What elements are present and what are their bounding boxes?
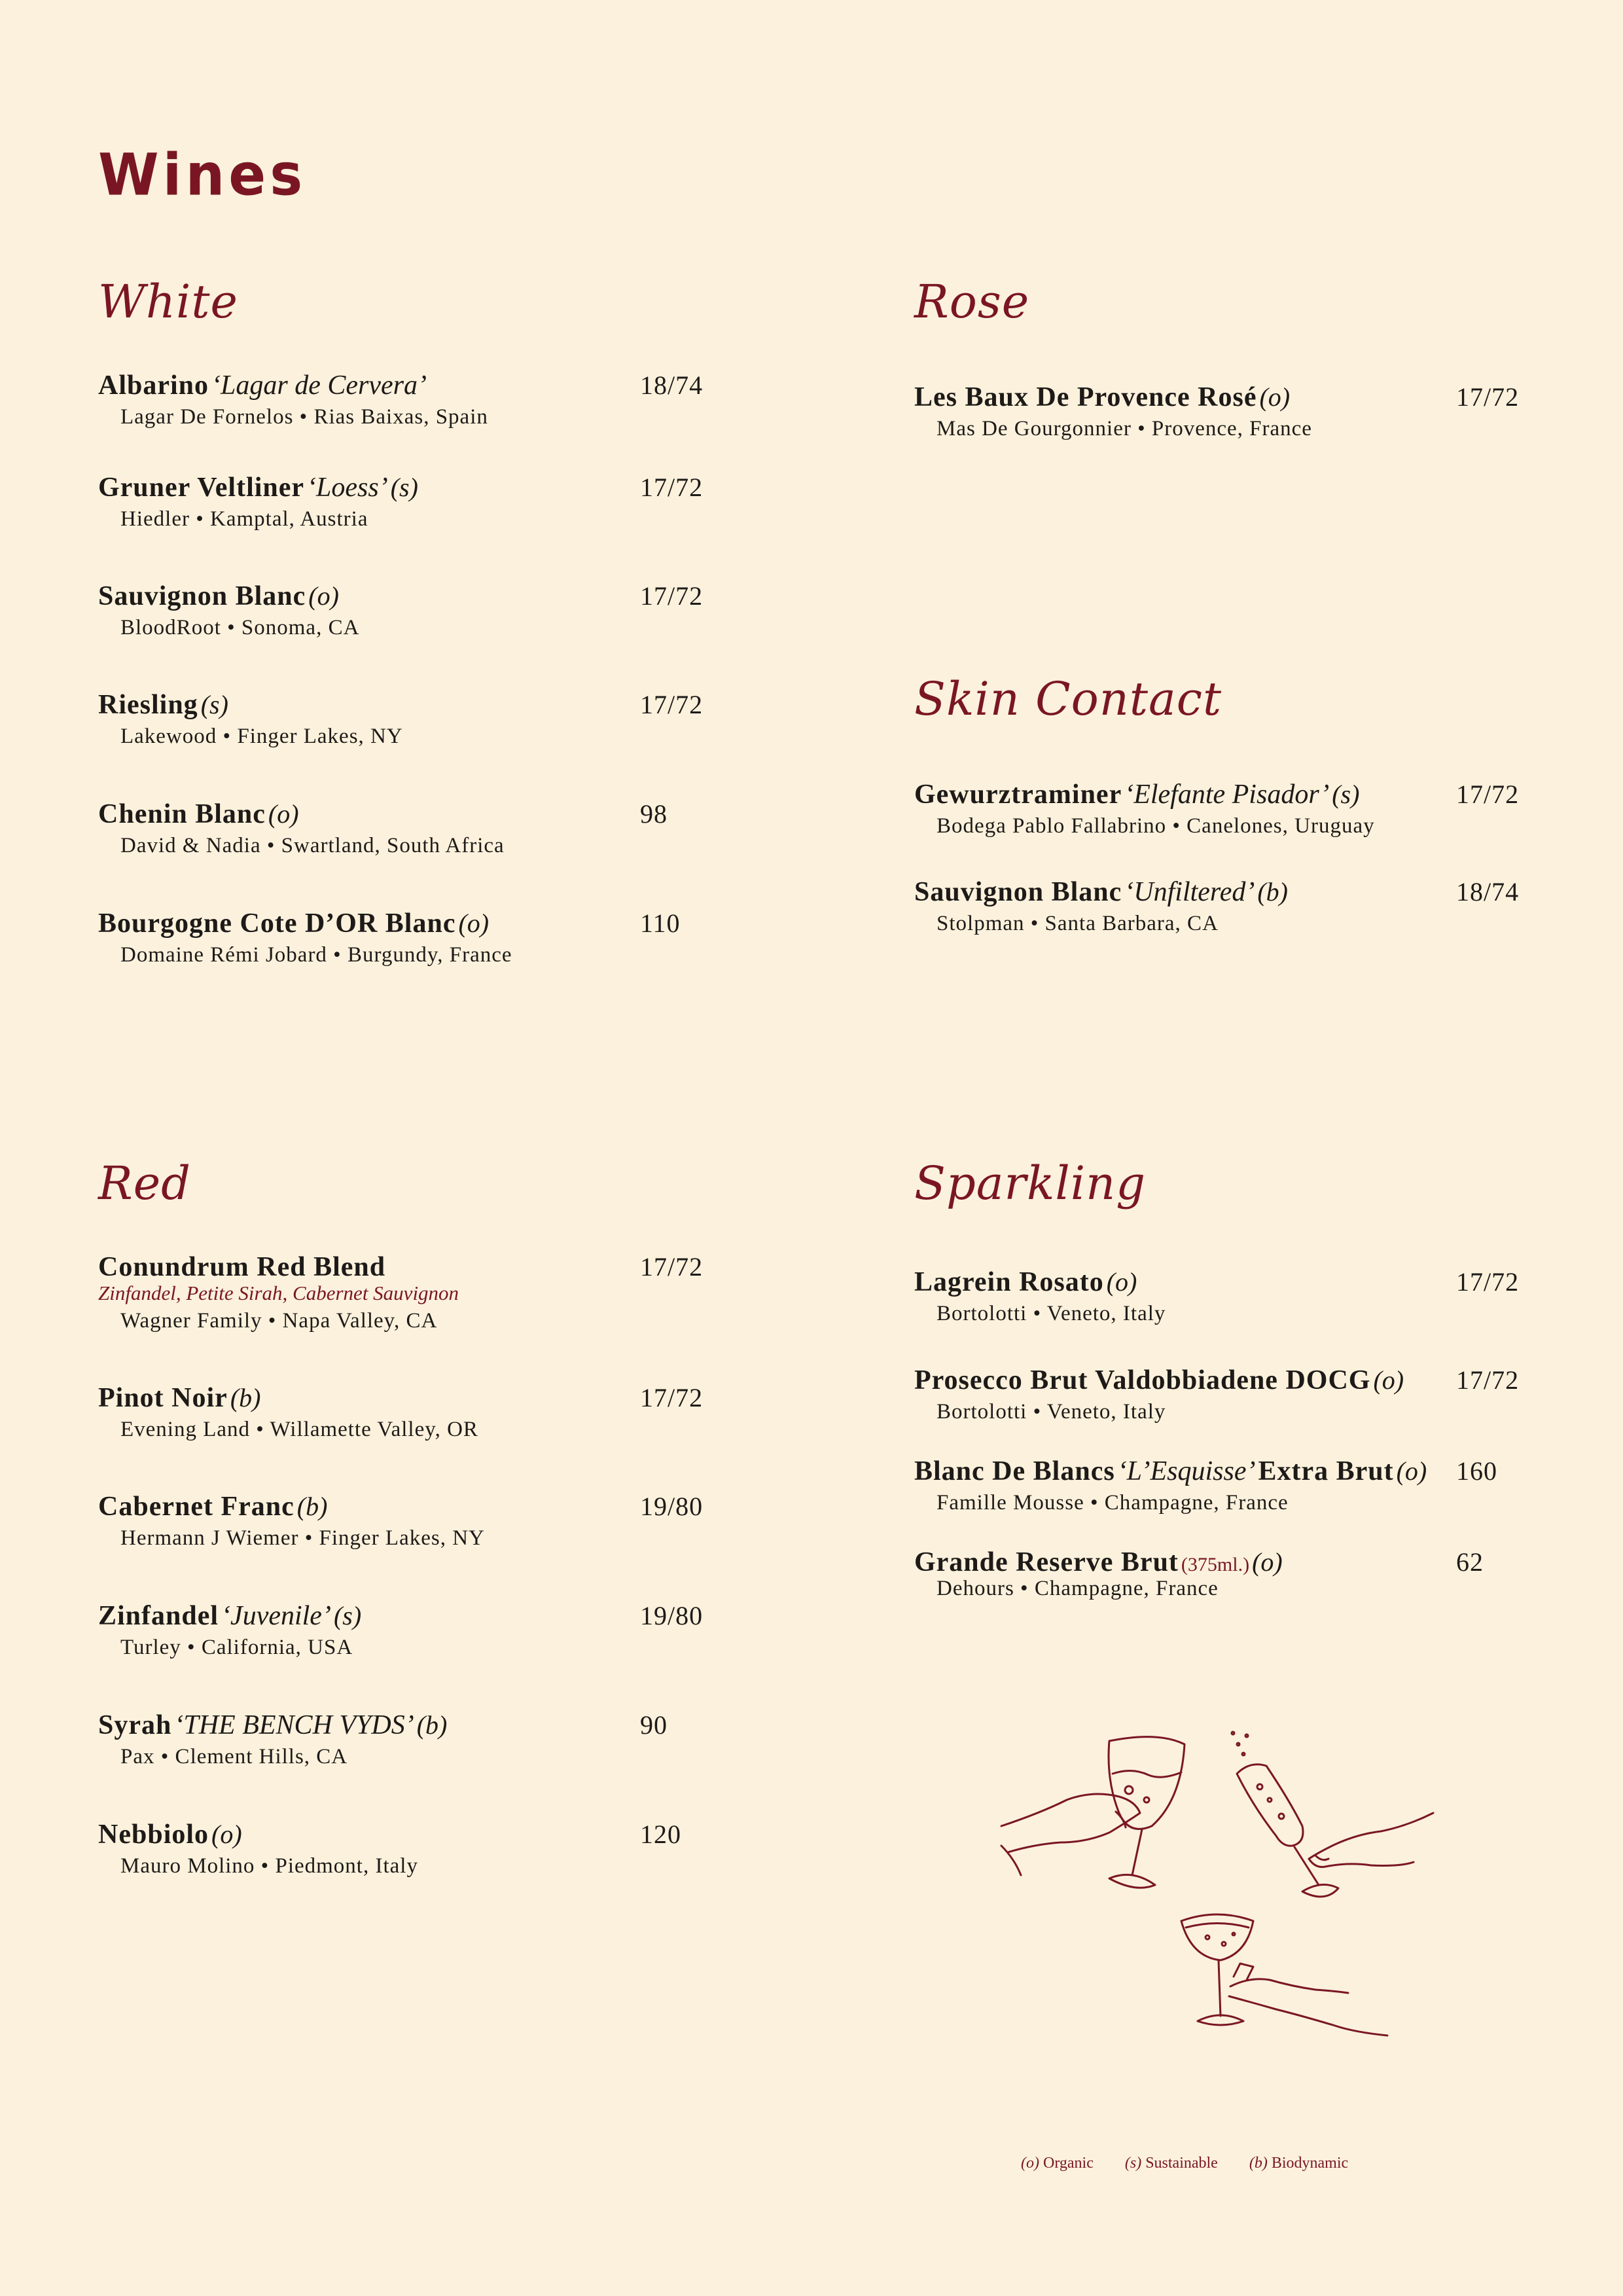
wine-tag: (b) [230, 1383, 261, 1412]
wine-tag: (o) [1396, 1456, 1427, 1486]
wine-producer: Hiedler • Kamptal, Austria [120, 507, 368, 531]
wine-producer: Bortolotti • Veneto, Italy [936, 1400, 1166, 1424]
legend-item-organic [1021, 2155, 1094, 2172]
wine-producer: Domaine Rémi Jobard • Burgundy, France [120, 943, 512, 967]
legend-symbol: (o) [1021, 2155, 1039, 2172]
wine-tag: (b) [1257, 877, 1288, 906]
wine-name: Zinfandel [98, 1601, 219, 1631]
wine-name: Cabernet Franc [98, 1492, 294, 1522]
wine-producer: Hermann J Wiemer • Finger Lakes, NY [120, 1526, 485, 1550]
wine-producer: Stolpman • Santa Barbara, CA [936, 912, 1219, 935]
wine-producer: Bortolotti • Veneto, Italy [936, 1302, 1166, 1325]
wine-item [98, 1251, 459, 1333]
wine-price: 17/72 [1456, 382, 1520, 412]
wine-tag: (b) [296, 1492, 328, 1521]
wine-tag: (s) [200, 690, 228, 719]
wine-name: Les Baux De Provence Rosé [914, 382, 1257, 412]
wine-item [98, 1382, 478, 1442]
wine-producer: Bodega Pablo Fallabrino • Canelones, Uruguay [936, 814, 1375, 838]
wine-style: ‘Loess’ [307, 473, 388, 503]
wine-price: 62 [1456, 1547, 1484, 1577]
wine-name: Gruner Veltliner [98, 473, 305, 503]
wine-tag: (o) [211, 1820, 242, 1849]
wine-style: ‘THE BENCH VYDS’ [174, 1710, 414, 1740]
section-title-white: White [98, 275, 238, 329]
wine-name: Sauvignon Blanc [914, 877, 1122, 907]
wine-producer: Mauro Molino • Piedmont, Italy [120, 1854, 418, 1878]
wine-name-suffix: Extra Brut [1258, 1456, 1394, 1486]
wine-item [98, 908, 512, 967]
legend-label: Biodynamic [1271, 2155, 1349, 2172]
wine-producer: Wagner Family • Napa Valley, CA [120, 1309, 438, 1333]
legend-label: Sustainable [1145, 2155, 1218, 2172]
wine-price: 19/80 [640, 1492, 704, 1521]
section-title-skin-contact: Skin Contact [914, 672, 1222, 726]
section-title-sparkling: Sparkling [914, 1157, 1147, 1210]
wine-style: ‘Unfiltered’ [1124, 877, 1255, 907]
wine-price: 17/72 [640, 1383, 704, 1412]
legend-label: Organic [1043, 2155, 1094, 2172]
wine-item [914, 779, 1375, 838]
wine-name: Chenin Blanc [98, 799, 266, 829]
wine-grapes: Zinfandel, Petite Sirah, Cabernet Sauvignon [98, 1282, 459, 1304]
wine-price: 17/72 [640, 1252, 704, 1282]
wine-tag: (b) [416, 1710, 448, 1740]
legend [1021, 2155, 1376, 2172]
wine-price: 17/72 [1456, 1267, 1520, 1297]
wine-size: (375ml.) [1181, 1554, 1250, 1575]
wine-producer: Turley • California, USA [120, 1636, 353, 1659]
wine-tag: (o) [1252, 1547, 1283, 1577]
wine-item [98, 1819, 418, 1878]
wine-name: Lagrein Rosato [914, 1267, 1104, 1297]
wine-name: Prosecco Brut Valdobbiadene DOCG [914, 1365, 1371, 1395]
wine-tag: (o) [1259, 382, 1291, 412]
wine-price: 18/74 [1456, 877, 1520, 906]
wine-producer: Evening Land • Willamette Valley, OR [120, 1418, 478, 1441]
wine-name: Riesling [98, 690, 198, 720]
wine-style: ‘L’Esquisse’ [1117, 1456, 1256, 1486]
wine-item [98, 472, 418, 531]
wine-name: Grande Reserve Brut [914, 1547, 1179, 1577]
wine-price: 19/80 [640, 1601, 704, 1630]
wine-price: 98 [640, 799, 668, 829]
wine-item [98, 370, 488, 429]
section-title-red: Red [98, 1157, 191, 1210]
wine-tag: (s) [1332, 780, 1360, 809]
wine-price: 18/74 [640, 370, 704, 400]
wine-item [914, 876, 1288, 936]
wine-price: 17/72 [640, 690, 704, 719]
wine-item [914, 1547, 1283, 1601]
wine-producer: David & Nadia • Swartland, South Africa [120, 834, 505, 857]
wine-price: 17/72 [640, 581, 704, 611]
legend-symbol: (b) [1249, 2155, 1268, 2172]
page-title: Wines [98, 141, 307, 209]
wine-name: Sauvignon Blanc [98, 581, 306, 611]
wine-style: ‘Elefante Pisador’ [1124, 780, 1330, 810]
wine-item [98, 1491, 485, 1551]
wine-price: 17/72 [1456, 780, 1520, 809]
wine-tag: (o) [308, 581, 339, 611]
wine-item [98, 798, 505, 858]
toasting-glasses-illustration [995, 1728, 1440, 2042]
wine-price: 17/72 [1456, 1365, 1520, 1395]
wine-producer: Famille Mousse • Champagne, France [936, 1491, 1289, 1515]
wine-name: Gewurztraminer [914, 780, 1122, 810]
wine-producer: BloodRoot • Sonoma, CA [120, 616, 360, 639]
legend-symbol: (s) [1124, 2155, 1142, 2172]
wine-name: Pinot Noir [98, 1383, 228, 1413]
wine-producer: Lagar De Fornelos • Rias Baixas, Spain [120, 405, 488, 429]
wine-item [914, 1266, 1166, 1326]
wine-item [914, 382, 1312, 441]
wine-producer: Pax • Clement Hills, CA [120, 1745, 348, 1768]
wine-tag: (o) [1373, 1365, 1404, 1395]
wine-style: ‘Juvenile’ [221, 1601, 331, 1631]
legend-item-sustainable [1125, 2155, 1218, 2172]
wine-price: 120 [640, 1820, 681, 1849]
wine-name: Syrah [98, 1710, 172, 1740]
wine-producer: Mas De Gourgonnier • Provence, France [936, 417, 1312, 440]
wine-name: Albarino [98, 370, 209, 401]
wine-producer: Dehours • Champagne, France [936, 1577, 1219, 1600]
wine-item [914, 1365, 1404, 1424]
wine-style: ‘Lagar de Cervera’ [211, 370, 427, 401]
wine-price: 17/72 [640, 473, 704, 502]
wine-tag: (s) [390, 473, 418, 502]
wine-tag: (s) [333, 1601, 362, 1630]
wine-item [98, 689, 403, 749]
wine-item [98, 1600, 361, 1660]
wine-producer: Lakewood • Finger Lakes, NY [120, 725, 403, 748]
wine-item [914, 1456, 1427, 1515]
legend-item-biodynamic [1249, 2155, 1348, 2172]
wine-item [98, 581, 359, 640]
wine-name: Conundrum Red Blend [98, 1252, 386, 1282]
wine-tag: (o) [268, 799, 299, 829]
wine-tag: (o) [458, 908, 490, 938]
wine-price: 110 [640, 908, 681, 938]
wine-tag: (o) [1106, 1267, 1137, 1297]
section-title-rose: Rose [914, 275, 1030, 329]
wine-name: Bourgogne Cote D’OR Blanc [98, 908, 456, 939]
wine-price: 160 [1456, 1456, 1497, 1486]
wine-price: 90 [640, 1710, 668, 1740]
wine-item [98, 1710, 447, 1769]
wine-name: Blanc De Blancs [914, 1456, 1115, 1486]
wine-name: Nebbiolo [98, 1820, 209, 1850]
